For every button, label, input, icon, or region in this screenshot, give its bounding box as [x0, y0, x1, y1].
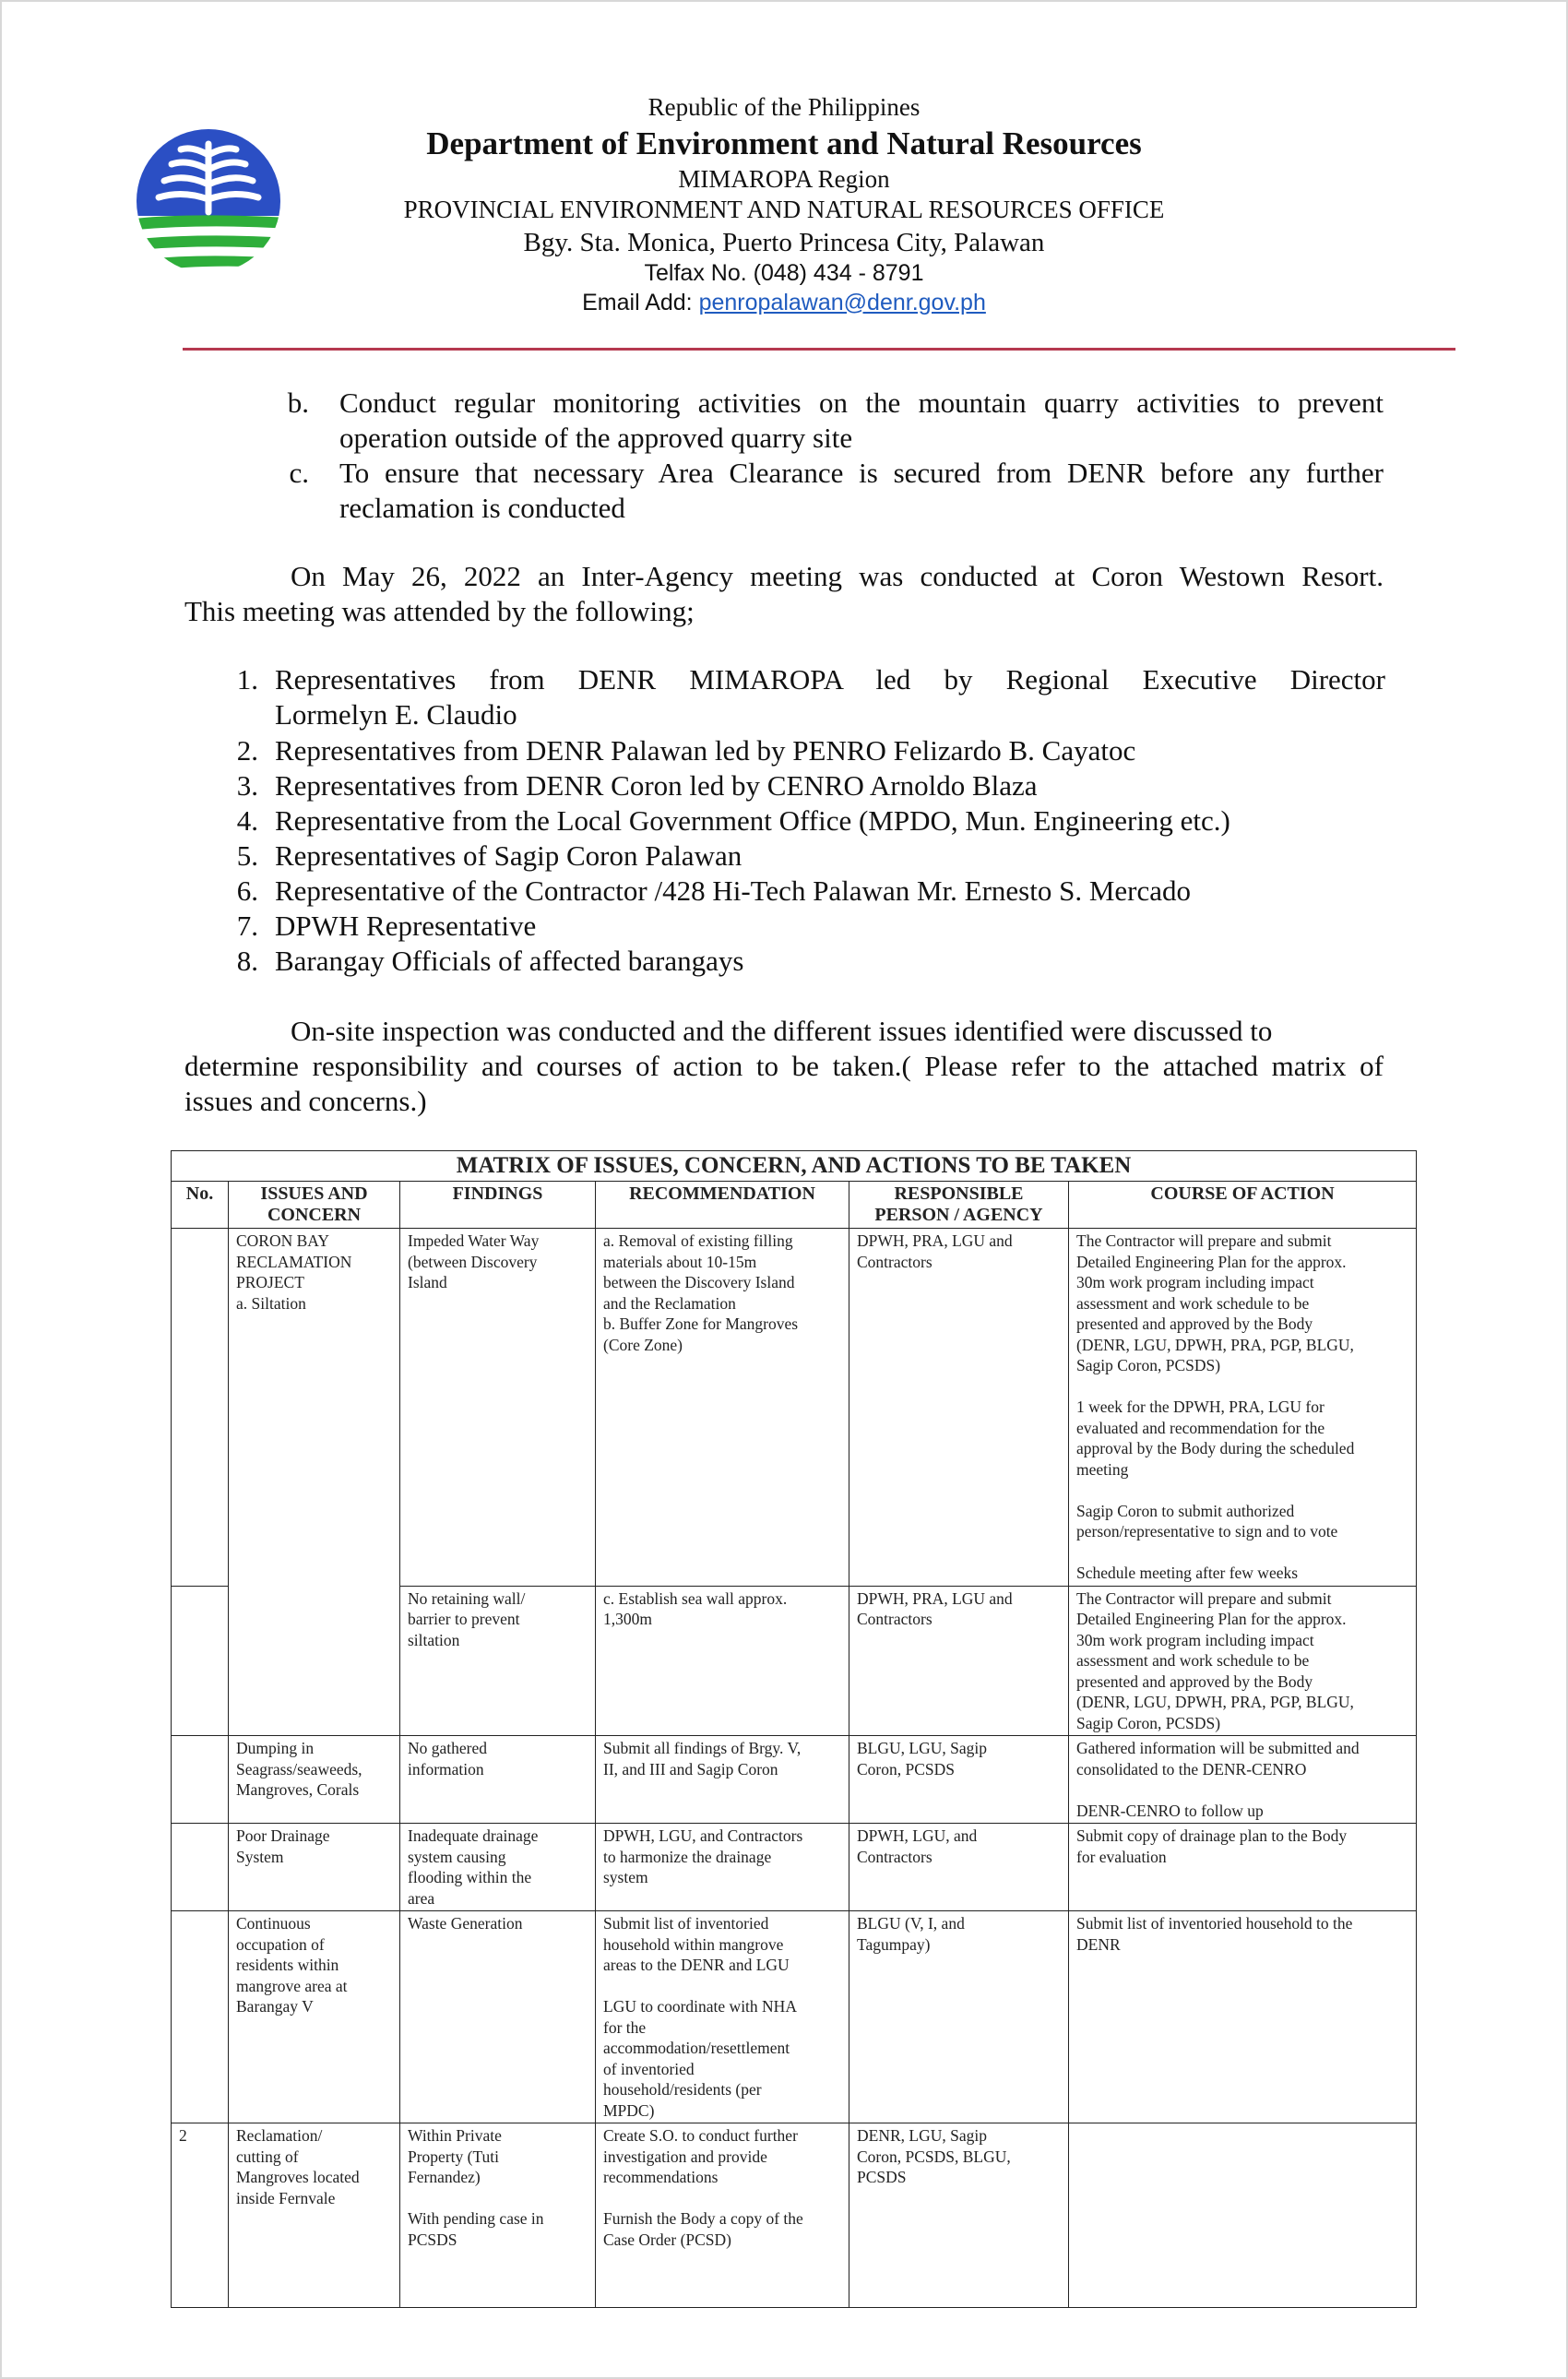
issues-matrix-table — [171, 1150, 1417, 2308]
header-findings: FINDINGS — [400, 1182, 596, 1229]
attendee-text: Representatives from DENR MIMAROPA led by Regional Executive Director — [275, 663, 1385, 696]
cell-recommendation: DPWH, LGU, and Contractors to harmonize the drainage system — [596, 1824, 849, 1911]
attendee-number: 7. — [236, 910, 258, 942]
cell-responsible: DPWH, PRA, LGU and Contractors — [849, 1229, 1069, 1587]
cell-responsible: DENR, LGU, Sagip Coron, PCSDS, BLGU, PCSDS — [849, 2123, 1069, 2308]
attendee-number: 8. — [236, 945, 258, 977]
cell-course — [1069, 2123, 1417, 2308]
cell-issue: CORON BAY RECLAMATION PROJECT a. Siltation — [229, 1229, 400, 1736]
cell-course: Submit copy of drainage plan to the Body for evaluation — [1069, 1824, 1417, 1911]
cell-responsible: BLGU, LGU, Sagip Coron, PCSDS — [849, 1736, 1069, 1824]
matrix-title: MATRIX OF ISSUES, CONCERN, AND ACTIONS TO BE TAKEN — [172, 1151, 1417, 1182]
cell-recommendation: a. Removal of existing filling materials about 10-15m between the Discovery Island and the Reclamation b. Buffer Zone for Mangroves (Core Zone) — [596, 1229, 849, 1587]
header-course: COURSE OF ACTION — [1069, 1182, 1417, 1229]
header-issues: ISSUES AND CONCERN — [229, 1182, 400, 1229]
attendee-text: DPWH Representative — [275, 910, 537, 942]
header-recommendation: RECOMMENDATION — [596, 1182, 849, 1229]
header-no: No. — [172, 1182, 229, 1229]
cell-recommendation: Create S.O. to conduct further investigation and provide recommendations Furnish the Body a copy of the Case Order (PCSD) — [596, 2123, 849, 2308]
table-row — [172, 1736, 1417, 1824]
attendee-number: 3. — [236, 769, 258, 802]
cell-findings: Impeded Water Way (between Discovery Island — [400, 1229, 596, 1587]
cell-issue: Reclamation/ cutting of Mangroves located inside Fernvale — [229, 2123, 400, 2308]
cell-course: The Contractor will prepare and submit Detailed Engineering Plan for the approx. 30m work program including impact assessment and work schedule to be presented and approved by the Body (DENR, LGU, DPWH, PRA, PGP, BLGU, Sagip Coron, PCSDS) — [1069, 1586, 1417, 1736]
attendee-number: 5. — [236, 839, 258, 872]
attendee-text-cont: Lormelyn E. Claudio — [275, 698, 517, 731]
attendee-text: Representative from the Local Government Office (MPDO, Mun. Engineering etc.) — [275, 804, 1230, 837]
attendee-text: Representatives from DENR Coron led by CENRO Arnoldo Blaza — [275, 769, 1038, 802]
attendee-text: Representative of the Contractor /428 Hi-Tech Palawan Mr. Ernesto S. Mercado — [275, 874, 1191, 907]
paragraph-line: determine responsibility and courses of action to be taken.( Please refer to the attached matrix of — [184, 1050, 1384, 1082]
cell-findings: Waste Generation — [400, 1911, 596, 2123]
paragraph-line: This meeting was attended by the following; — [184, 595, 695, 627]
item-marker: c. — [289, 457, 309, 489]
header-responsible: RESPONSIBLE PERSON / AGENCY — [849, 1182, 1069, 1229]
cell-no — [172, 1736, 229, 1824]
telfax-line: Telfax No. (048) 434 - 8791 — [644, 260, 924, 287]
item-text-cont: reclamation is conducted — [339, 492, 625, 524]
attendee-number: 4. — [236, 804, 258, 837]
cell-recommendation: Submit all findings of Brgy. V, II, and III and Sagip Coron — [596, 1736, 849, 1824]
cell-no: 2 — [172, 2123, 229, 2308]
item-text: To ensure that necessary Area Clearance is secured from DENR before any further — [339, 457, 1384, 489]
cell-no — [172, 1911, 229, 2123]
attendee-number: 1. — [236, 663, 258, 696]
cell-responsible: BLGU (V, I, and Tagumpay) — [849, 1911, 1069, 2123]
attendee-text: Representatives from DENR Palawan led by PENRO Felizardo B. Cayatoc — [275, 734, 1136, 767]
paragraph-line: On-site inspection was conducted and the different issues identified were discussed to — [291, 1015, 1273, 1047]
item-text-cont: operation outside of the approved quarry site — [339, 422, 853, 454]
cell-findings: Inadequate drainage system causing flooding within the area — [400, 1824, 596, 1911]
cell-issue: Dumping in Seagrass/seaweeds, Mangroves, Corals — [229, 1736, 400, 1824]
cell-recommendation: Submit list of inventoried household within mangrove areas to the DENR and LGU LGU to coordinate with NHA for the accommodation/resettlement of inventoried household/residents (per MPDC) — [596, 1911, 849, 2123]
attendee-text: Barangay Officials of affected barangays — [275, 945, 744, 977]
paragraph-line: On May 26, 2022 an Inter-Agency meeting was conducted at Coron Westown Resort. — [291, 560, 1384, 592]
cell-issue: Poor Drainage System — [229, 1824, 400, 1911]
cell-course: Submit list of inventoried household to the DENR — [1069, 1911, 1417, 2123]
department-name: Department of Environment and Natural Resources — [426, 125, 1142, 161]
attendee-number: 2. — [236, 734, 258, 767]
cell-no — [172, 1824, 229, 1911]
cell-findings: No retaining wall/ barrier to prevent siltation — [400, 1586, 596, 1736]
cell-issue: Continuous occupation of residents within mangrove area at Barangay V — [229, 1911, 400, 2123]
denr-logo-icon — [127, 127, 290, 273]
republic-line: Republic of the Philippines — [647, 93, 921, 121]
cell-no — [172, 1229, 229, 1587]
table-row — [172, 1911, 1417, 2123]
cell-findings: No gathered information — [400, 1736, 596, 1824]
letterhead — [277, 92, 1291, 317]
address-line: Bgy. Sta. Monica, Puerto Princesa City, Palawan — [523, 228, 1045, 257]
cell-responsible: DPWH, LGU, and Contractors — [849, 1824, 1069, 1911]
cell-responsible: DPWH, PRA, LGU and Contractors — [849, 1586, 1069, 1736]
table-row — [172, 1824, 1417, 1911]
table-row — [172, 1229, 1417, 1587]
cell-course: Gathered information will be submitted and consolidated to the DENR-CENRO DENR-CENRO to follow up — [1069, 1736, 1417, 1824]
email-link[interactable]: penropalawan@denr.gov.ph — [698, 289, 986, 315]
cell-recommendation: c. Establish sea wall approx. 1,300m — [596, 1586, 849, 1736]
table-row — [172, 2123, 1417, 2308]
cell-findings: Within Private Property (Tuti Fernandez) With pending case in PCSDS — [400, 2123, 596, 2308]
header-rule — [183, 348, 1455, 351]
item-marker: b. — [287, 387, 309, 419]
email-line — [277, 289, 1291, 317]
office-line: PROVINCIAL ENVIRONMENT AND NATURAL RESOURCES OFFICE — [403, 196, 1165, 224]
paragraph-line: issues and concerns.) — [184, 1085, 427, 1117]
item-text: Conduct regular monitoring activities on the mountain quarry activities to prevent — [339, 387, 1384, 419]
email-label: Email Add: — [582, 289, 693, 315]
region-line: MIMAROPA Region — [678, 164, 890, 193]
attendee-number: 6. — [236, 874, 258, 907]
cell-course: The Contractor will prepare and submit Detailed Engineering Plan for the approx. 30m work program including impact assessment and work schedule to be presented and approved by the Body (DENR, LGU, DPWH, PRA, PGP, BLGU, Sagip Coron, PCSDS) 1 week for the DPWH, PRA, LGU for evaluated and recommendation for the approval by the Body during the scheduled meeting Sagip Coron to submit authorized person/representative to sign and to vote Schedule meeting after few weeks — [1069, 1229, 1417, 1587]
cell-no — [172, 1586, 229, 1736]
attendee-text: Representatives of Sagip Coron Palawan — [275, 839, 742, 872]
